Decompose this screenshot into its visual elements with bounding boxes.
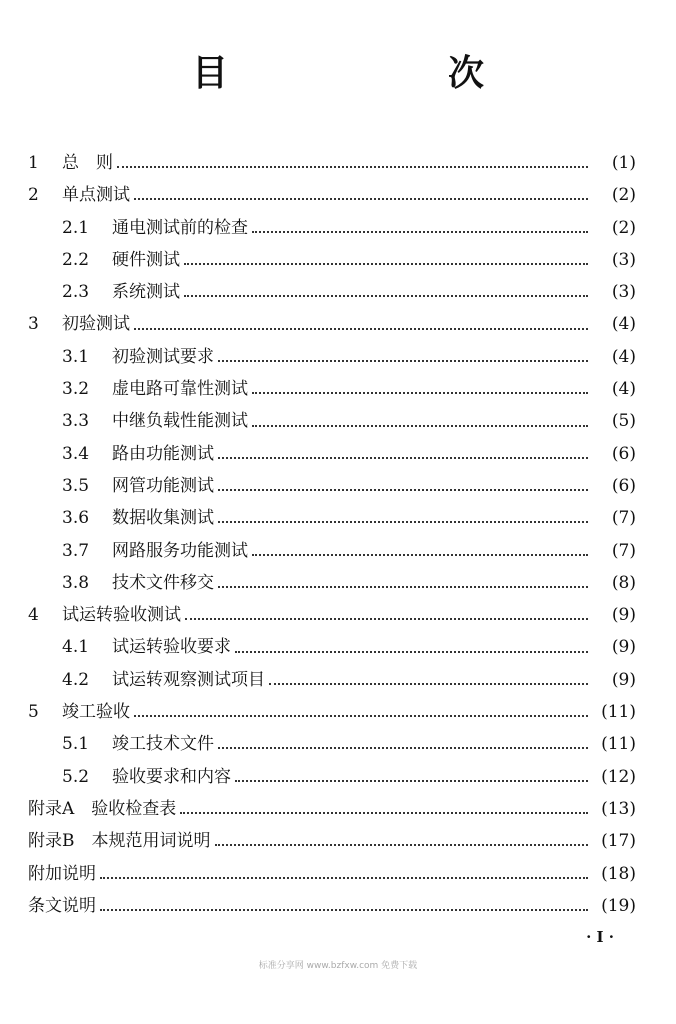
toc-entry-number: 3.2 [62,379,90,400]
toc-entry-title: 技术文件移交 [112,572,214,593]
dot-leader [134,715,588,717]
toc-entry-title: 硬件测试 [112,249,180,270]
toc-entry-title: 竣工验收 [62,702,130,723]
toc-entry[interactable] [28,600,636,632]
dot-leader [117,166,588,168]
toc-entry-title: 附录B 本规范用词说明 [28,831,211,852]
toc-entry-title: 条文说明 [28,895,96,916]
toc-entry-page: (5) [611,411,636,432]
toc-entry-page: (4) [611,346,636,367]
toc-entry[interactable] [28,794,636,826]
toc-entry-title: 中继负载性能测试 [112,411,248,432]
toc-entry-page: (8) [611,572,636,593]
toc-entry[interactable] [28,568,636,600]
toc-entry-page: (2) [611,185,636,206]
toc-entry[interactable] [28,213,636,245]
toc-entry-page: (19) [601,895,636,916]
toc-entry[interactable] [28,665,636,697]
toc-entry[interactable] [28,245,636,277]
toc-entry-page: (11) [601,734,636,755]
dot-leader [218,360,588,362]
toc-entry-number: 2 [28,185,39,206]
toc-entry-number: 5.2 [62,766,90,787]
dot-leader [252,231,588,233]
toc-entry-page: (6) [611,443,636,464]
toc-entry-page: (7) [611,508,636,529]
toc-entry-page: (1) [611,153,636,173]
toc-entry[interactable] [28,342,636,374]
toc-entry-title: 数据收集测试 [112,508,214,529]
toc-entry-page: (6) [611,475,636,496]
toc-entry-title: 竣工技术文件 [112,734,214,755]
table-of-contents [28,148,636,923]
toc-entry[interactable] [28,439,636,471]
toc-entry-title: 通电测试前的检查 [112,217,248,238]
toc-entry-page: (4) [611,314,636,335]
toc-entry-title: 初验测试要求 [112,346,214,367]
toc-entry-number: 3.6 [62,508,90,529]
toc-entry[interactable] [28,277,636,309]
toc-entry-page: (13) [601,798,636,819]
toc-entry-page: (17) [601,831,636,852]
toc-entry-title: 总 则 [62,153,113,173]
toc-entry-title: 附加说明 [28,863,96,884]
toc-entry-page: (7) [611,540,636,561]
toc-entry-title: 试运转观察测试项目 [112,669,265,690]
toc-entry-title: 单点测试 [62,185,130,206]
dot-leader [134,328,588,330]
toc-entry-page: (9) [611,637,636,658]
toc-entry-page: (3) [611,249,636,270]
toc-entry[interactable] [28,859,636,891]
toc-entry-number: 3.4 [62,443,90,464]
watermark: 标准分享网 www.bzfxw.com 免费下载 [258,961,418,971]
dot-leader [100,877,588,879]
toc-entry[interactable] [28,309,636,341]
toc-entry[interactable] [28,148,636,180]
dot-leader [252,425,588,427]
toc-entry-number: 5.1 [62,734,90,755]
toc-entry-number: 3 [28,314,39,335]
dot-leader [184,263,588,265]
toc-entry-number: 3.8 [62,572,90,593]
toc-entry-number: 3.3 [62,411,90,432]
toc-entry[interactable] [28,891,636,923]
toc-title: 目 次 [191,53,576,94]
toc-entry-page: (11) [601,702,636,723]
dot-leader [218,521,588,523]
toc-entry-title: 初验测试 [62,314,130,335]
dot-leader [252,554,588,556]
toc-entry-number: 4 [28,605,39,626]
toc-entry-number: 3.1 [62,346,90,367]
dot-leader [218,586,588,588]
toc-entry-number: 2.3 [62,282,90,303]
toc-entry[interactable] [28,697,636,729]
toc-entry-number: 4.1 [62,637,90,658]
dot-leader [218,747,588,749]
dot-leader [180,812,588,814]
toc-entry[interactable] [28,762,636,794]
dot-leader [100,909,588,911]
toc-entry-number: 2.2 [62,249,90,270]
dot-leader [215,844,589,846]
toc-entry-number: 3.7 [62,540,90,561]
toc-entry[interactable] [28,503,636,535]
toc-entry[interactable] [28,406,636,438]
toc-entry-page: (12) [601,766,636,787]
dot-leader [235,780,588,782]
toc-entry-title: 附录A 验收检查表 [28,798,177,819]
toc-entry-number: 3.5 [62,475,90,496]
toc-entry-page: (18) [601,863,636,884]
toc-entry-number: 5 [28,702,39,723]
toc-entry-number: 1 [28,153,39,173]
toc-entry[interactable] [28,632,636,664]
toc-entry-page: (9) [611,669,636,690]
toc-entry[interactable] [28,536,636,568]
dot-leader [252,392,588,394]
toc-entry-page: (3) [611,282,636,303]
toc-entry-page: (4) [611,379,636,400]
toc-entry-title: 试运转验收要求 [112,637,231,658]
toc-entry[interactable] [28,826,636,858]
toc-entry-title: 试运转验收测试 [62,605,181,626]
toc-entry-title: 网管功能测试 [112,475,214,496]
dot-leader [218,489,588,491]
toc-entry-title: 系统测试 [112,282,180,303]
dot-leader [218,457,588,459]
toc-entry[interactable] [28,729,636,761]
toc-entry[interactable] [28,374,636,406]
dot-leader [185,618,588,620]
page-number: · I · [586,928,614,946]
toc-entry-title: 验收要求和内容 [112,766,231,787]
dot-leader [134,198,588,200]
toc-entry-title: 网路服务功能测试 [112,540,248,561]
toc-entry[interactable] [28,471,636,503]
dot-leader [235,651,588,653]
toc-entry-number: 4.2 [62,669,90,690]
dot-leader [269,683,588,685]
toc-entry-page: (9) [611,605,636,626]
toc-entry[interactable] [28,180,636,212]
toc-entry-title: 路由功能测试 [112,443,214,464]
toc-entry-page: (2) [611,217,636,238]
toc-entry-number: 2.1 [62,217,90,238]
toc-entry-title: 虚电路可靠性测试 [112,379,248,400]
dot-leader [184,295,588,297]
